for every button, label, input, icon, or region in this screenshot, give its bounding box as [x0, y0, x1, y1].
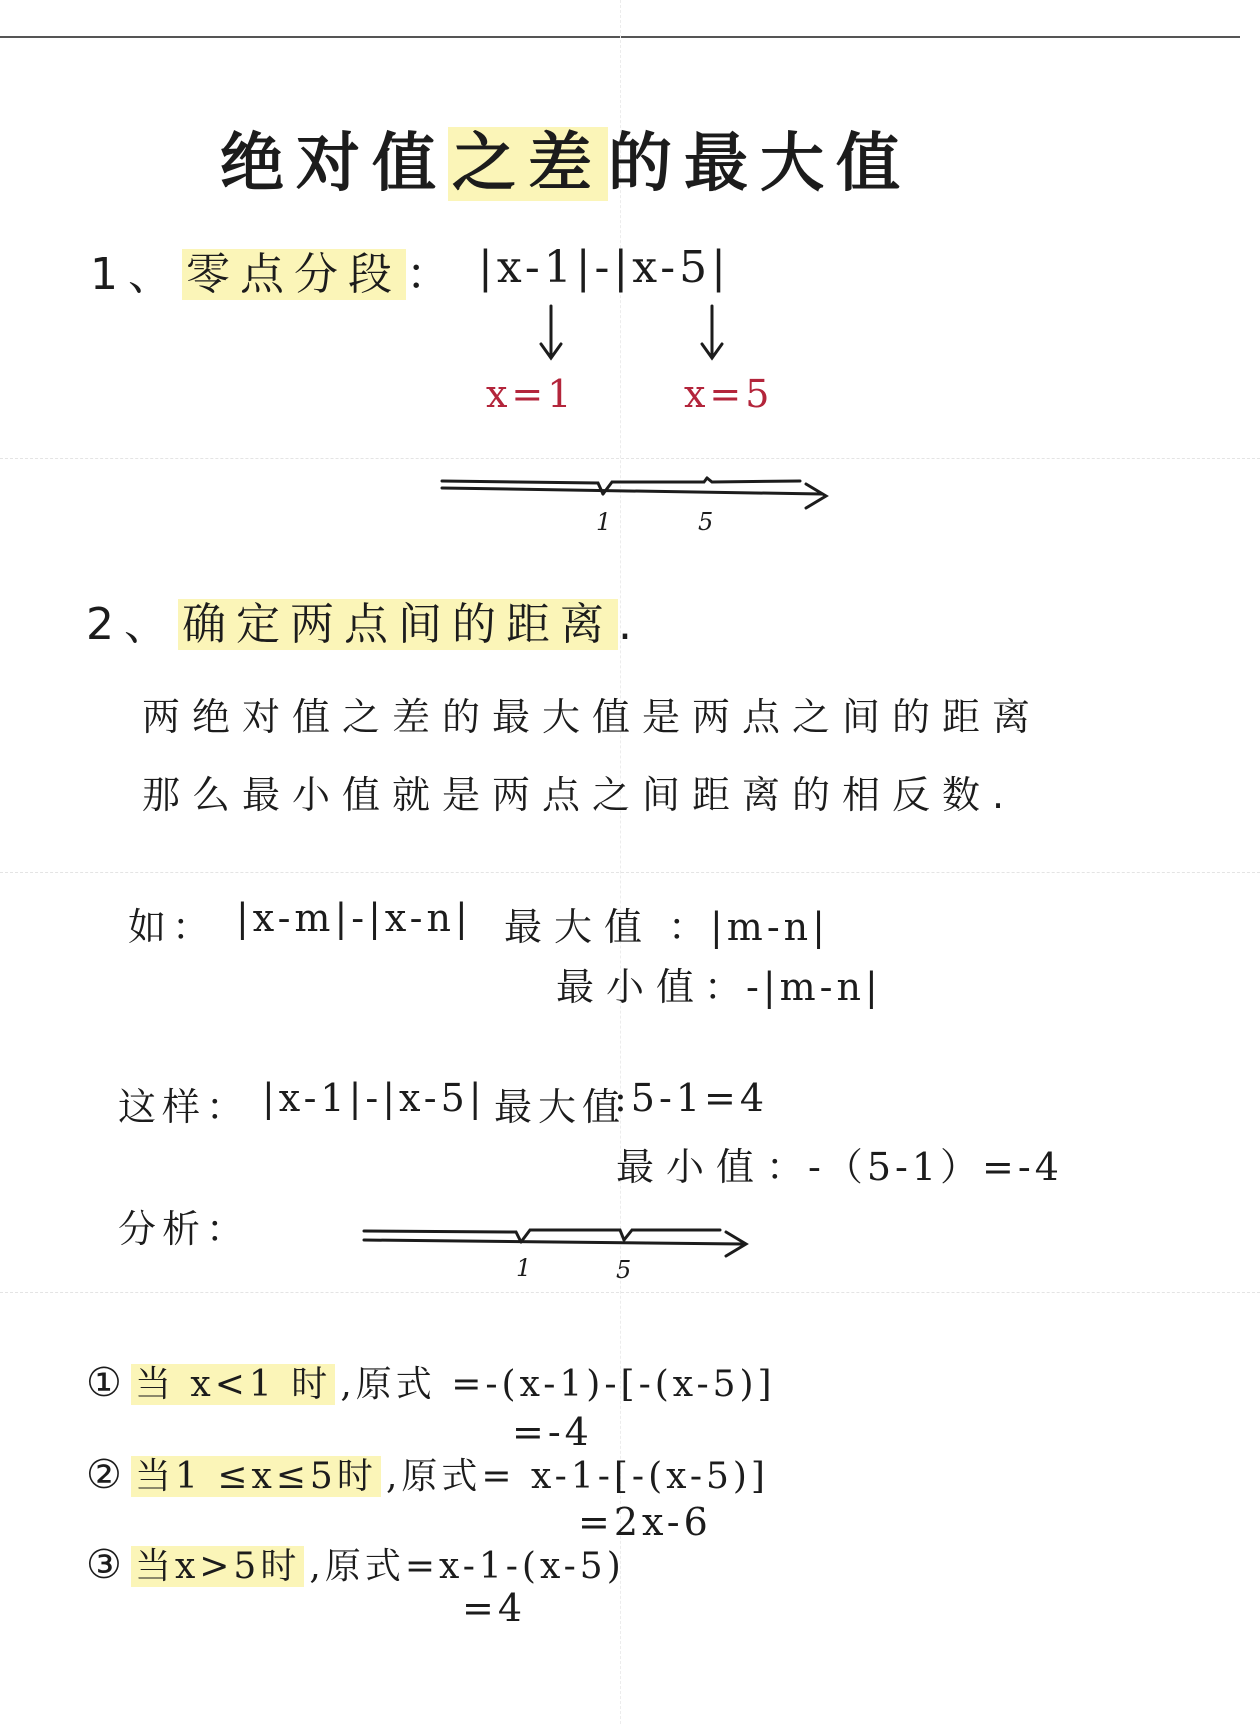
section-1-expression: |x-1|-|x-5|: [478, 242, 730, 293]
rule-line-1: 两绝对值之差的最大值是两点之间的距离: [142, 695, 1043, 739]
case-expression: ,原式= x-1-[-(x-5)]: [385, 1456, 769, 1497]
example-min-value: ：-|m-n|: [704, 965, 882, 1009]
case-result: =4: [462, 1586, 527, 1630]
down-arrow-icon: [541, 306, 561, 358]
case-condition: 当1 ≤x≤5时: [131, 1456, 381, 1497]
case-condition: 当x>5时: [131, 1546, 304, 1587]
section-2-heading: 2、确定两点间的距离.: [86, 599, 642, 650]
case-number: ②: [86, 1452, 126, 1498]
rule-line-2: 那么最小值就是两点之间距离的相反数.: [142, 773, 1017, 817]
example-prefix: 如：: [128, 905, 217, 949]
zero-point-1: x=1: [486, 372, 576, 416]
case-number: ①: [86, 1360, 126, 1406]
apply-max-value: :5-1=4: [614, 1076, 769, 1120]
page-title: 绝对值之差的最大值: [220, 127, 912, 201]
case-result: =-4: [512, 1410, 593, 1454]
apply-prefix: 这样：: [118, 1085, 251, 1129]
case-expression: ,原式 =-(x-1)-[-(x-5)]: [340, 1364, 776, 1405]
section-1-heading: 1、零点分段：: [90, 249, 460, 300]
example-max-value: ：|m-n|: [668, 905, 829, 949]
number-line: [442, 478, 826, 508]
analysis-label: 分析：: [118, 1207, 251, 1251]
case-condition: 当 x<1 时: [131, 1364, 335, 1405]
number-line: [364, 1230, 746, 1256]
example-min-label: 最小值: [556, 965, 707, 1009]
number-line-tick-label: 1: [516, 1254, 532, 1282]
apply-max-label: 最大值: [494, 1085, 627, 1129]
number-line-tick-label: 1: [596, 508, 612, 536]
case-number: ③: [86, 1542, 126, 1588]
apply-min-value: ：-（5-1）=-4: [766, 1145, 1063, 1189]
number-line-tick-label: 5: [616, 1256, 632, 1284]
zero-point-2: x=5: [684, 372, 774, 416]
example-expression: |x-m|-|x-n|: [236, 896, 472, 940]
apply-expression: |x-1|-|x-5|: [262, 1076, 486, 1120]
apply-min-label: 最小值: [616, 1145, 767, 1189]
case-expression: ,原式=x-1-(x-5): [309, 1546, 625, 1587]
down-arrow-icon: [702, 306, 722, 358]
number-line-tick-label: 5: [698, 508, 714, 536]
example-max-label: 最大值: [504, 905, 655, 949]
case-result: =2x-6: [578, 1500, 712, 1544]
